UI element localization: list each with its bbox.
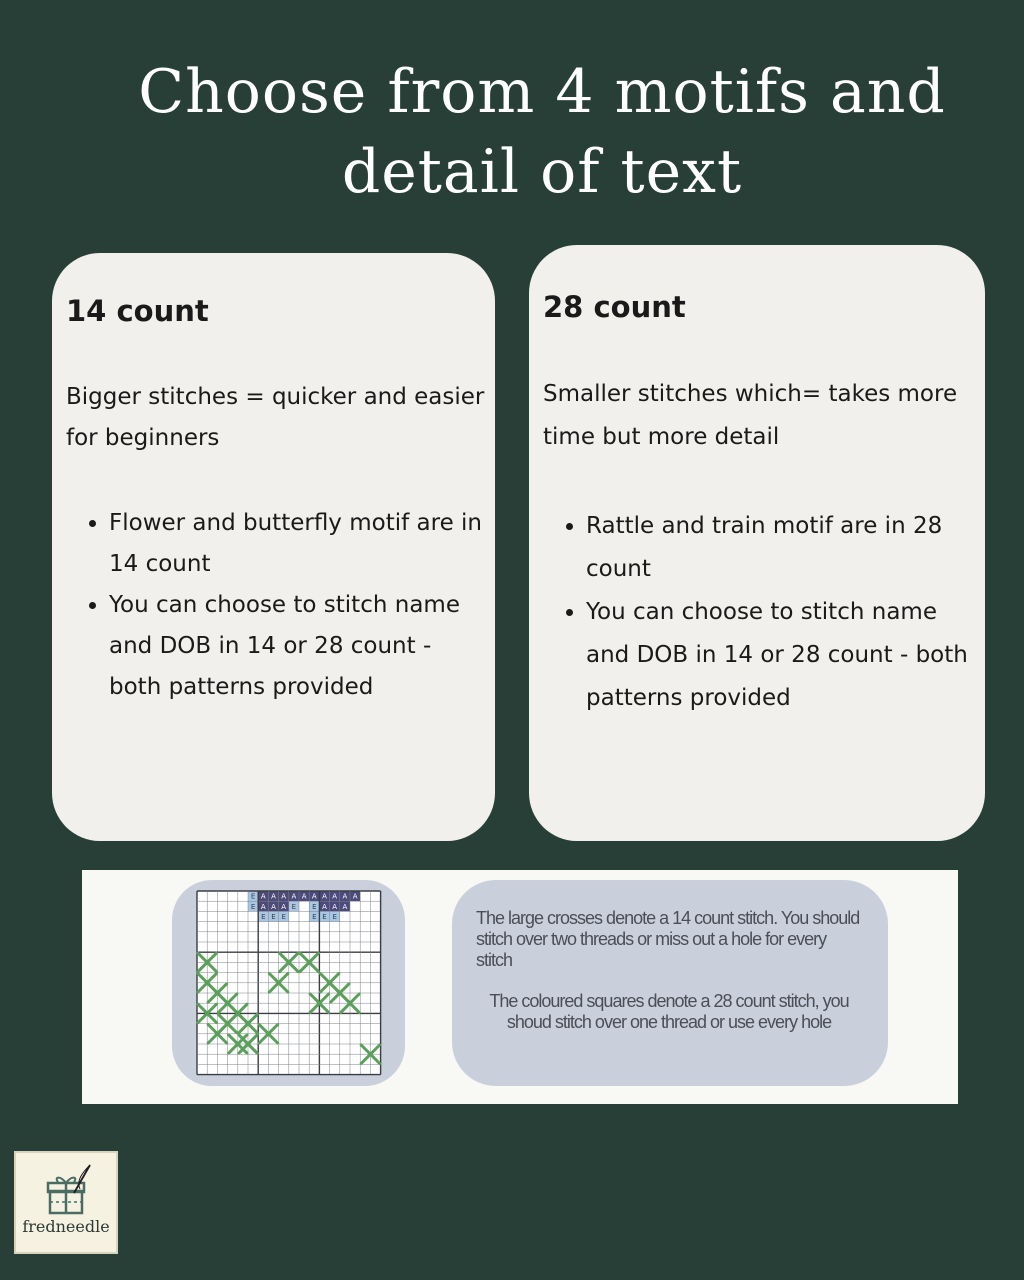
stitch-explanation-strip (82, 870, 958, 1104)
stitch-letter: A (271, 902, 276, 911)
stitch-letter: A (332, 902, 338, 911)
stitch-letter: A (342, 892, 348, 901)
page-title: Choose from 4 motifs and detail of text (138, 57, 946, 207)
stitch-letter: E (250, 892, 256, 901)
note-14-count: The large crosses denote a 14 count stitch. You should stitch over two threads or miss out a hole for every stitch (476, 908, 860, 970)
stitch-note-panel (452, 880, 888, 1086)
stitch-letter: A (352, 892, 358, 901)
list-item: • You can choose to stitch name and DOB in 14 or 28 count - both patterns provided (109, 585, 487, 708)
stitch-letter: A (281, 902, 287, 911)
stitch-letter: A (281, 892, 287, 901)
card-heading: 14 count (66, 294, 209, 328)
card-14-count (52, 253, 495, 841)
stitch-letter: E (250, 902, 256, 911)
card-intro: Smaller stitches which= takes more time but more detail (543, 381, 958, 450)
stitch-grid-image (196, 890, 382, 1076)
stitch-letter: E (322, 913, 327, 922)
gift-needle-icon (46, 1163, 92, 1217)
stitch-letter: A (342, 902, 348, 911)
stitch-letter: A (301, 892, 307, 901)
stitch-letter: E (312, 913, 317, 922)
stitch-letter: A (260, 902, 266, 911)
stitch-letter: A (311, 892, 317, 901)
stitch-letter: A (260, 892, 266, 901)
list-item: • You can choose to stitch name and DOB in 14 or 28 count - both patterns provided (586, 591, 977, 720)
stitch-letter: E (261, 913, 266, 922)
stitch-letter: E (332, 913, 337, 922)
card-28-count (529, 245, 985, 841)
stitch-letter: E (281, 913, 286, 922)
brand-logo (14, 1151, 118, 1254)
card-intro: Bigger stitches = quicker and easier for beginners (66, 384, 485, 451)
list-item: • Flower and butterfly motif are in 14 count (109, 503, 487, 585)
stitch-letter: E (312, 902, 317, 911)
stitch-letter: A (271, 892, 276, 901)
stitch-letter: E (291, 902, 297, 911)
stitch-letter: A (322, 892, 327, 901)
list-item: • Rattle and train motif are in 28 count (586, 505, 977, 591)
bullet-list (66, 503, 487, 708)
card-heading: 28 count (543, 290, 686, 324)
stitch-letter: A (332, 892, 338, 901)
note-28-count: The coloured squares denote a 28 count stitch, you shoud stitch over one thread or use every hole (489, 991, 849, 1032)
brand-name: fredneedle (22, 1217, 110, 1236)
bullet-list (543, 505, 977, 720)
stitch-letter: E (271, 913, 276, 922)
stitch-grid-panel (172, 880, 405, 1086)
stitch-letter: A (322, 902, 327, 911)
stitch-letter: A (291, 892, 297, 901)
